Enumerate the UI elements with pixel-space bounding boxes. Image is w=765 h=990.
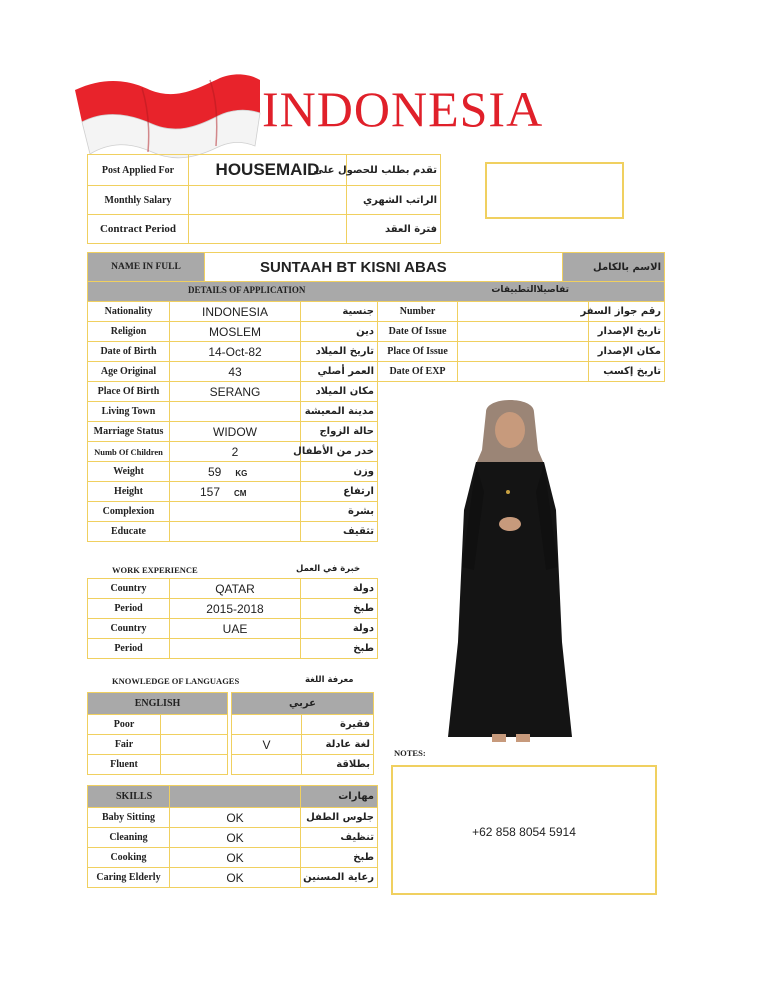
complexion-label-ar: بشرة — [301, 502, 378, 522]
english-fair-label: Fair — [88, 735, 161, 755]
expiry-label: Date Of EXP — [378, 362, 458, 382]
expiry-label-ar: تاريخ إكسب — [589, 362, 665, 382]
skills-table — [87, 785, 378, 888]
details-label: DETAILS OF APPLICATION — [188, 285, 306, 295]
english-header: ENGLISH — [88, 693, 228, 715]
height-label: Height — [88, 482, 170, 502]
arabic-fair-label: لغة عادلة — [302, 735, 374, 755]
period-label-ar: طبخ — [301, 599, 378, 619]
complexion-value — [170, 502, 301, 522]
arabic-poor-label: فقيرة — [302, 715, 374, 735]
height-cell — [170, 482, 301, 502]
table-row — [232, 715, 374, 735]
post-value: HOUSEMAID — [189, 155, 347, 186]
period-label: Period — [88, 599, 170, 619]
arabic-table — [231, 692, 374, 775]
cooking-value: OK — [170, 848, 301, 868]
table-row — [88, 402, 378, 422]
country-value: QATAR — [170, 579, 301, 599]
living-town-label: Living Town — [88, 402, 170, 422]
english-fair-value — [161, 735, 228, 755]
table-row — [88, 639, 378, 659]
salary-label-ar: الراتب الشهري — [347, 186, 441, 215]
weight-label-ar: وزن — [301, 462, 378, 482]
children-value: 2 — [170, 442, 301, 462]
table-row — [88, 715, 228, 735]
nationality-label: Nationality — [88, 302, 170, 322]
arabic-poor-value — [232, 715, 302, 735]
marriage-value: WIDOW — [170, 422, 301, 442]
contract-label-ar: فترة العقد — [347, 215, 441, 244]
english-poor-label: Poor — [88, 715, 161, 735]
details-label-ar: تفاصيلاالتطبيقات — [491, 285, 569, 295]
height-value: 157 — [200, 484, 221, 499]
work-title-ar: خبرة في العمل — [296, 564, 361, 574]
children-label-ar: خدر من الأطفال — [301, 442, 378, 462]
religion-label: Religion — [88, 322, 170, 342]
page-title: INDONESIA — [262, 81, 544, 137]
dob-label: Date of Birth — [88, 342, 170, 362]
baby-sitting-value: OK — [170, 808, 301, 828]
contract-label: Contract Period — [88, 215, 189, 244]
expiry-value — [458, 362, 589, 382]
living-town-value — [170, 402, 301, 422]
salary-value — [189, 186, 347, 215]
baby-sitting-label-ar: جلوس الطفل — [301, 808, 378, 828]
name-value: SUNTAAH BT KISNI ABAS — [205, 253, 563, 282]
english-poor-value — [161, 715, 228, 735]
issue-place-label-ar: مكان الإصدار — [589, 342, 665, 362]
post-table — [87, 154, 441, 244]
cooking-label: Cooking — [88, 848, 170, 868]
applicant-photo — [440, 392, 580, 752]
passport-table — [377, 301, 665, 382]
details-header — [88, 282, 665, 302]
country-label-ar: دولة — [301, 619, 378, 639]
passport-number-label: Number — [378, 302, 458, 322]
salary-label: Monthly Salary — [88, 186, 189, 215]
nationality-label-ar: جنسية — [301, 302, 378, 322]
age-value: 43 — [170, 362, 301, 382]
cooking-label-ar: طبخ — [301, 848, 378, 868]
table-row — [88, 502, 378, 522]
height-label-ar: ارتفاع — [301, 482, 378, 502]
country-label-ar: دولة — [301, 579, 378, 599]
caring-elderly-value: OK — [170, 868, 301, 888]
passport-number-label-ar: رقم جواز السفر — [589, 302, 665, 322]
religion-value: MOSLEM — [170, 322, 301, 342]
marriage-label-ar: حالة الزواج — [301, 422, 378, 442]
table-row — [88, 322, 378, 342]
weight-cell — [170, 462, 301, 482]
english-table — [87, 692, 228, 775]
issue-place-label: Place Of Issue — [378, 342, 458, 362]
issue-date-value — [458, 322, 589, 342]
height-unit: CM — [234, 488, 247, 498]
name-table — [87, 252, 665, 302]
issue-date-label-ar: تاريخ الإصدار — [589, 322, 665, 342]
period-label: Period — [88, 639, 170, 659]
work-title: WORK EXPERIENCE — [112, 565, 198, 575]
educate-label-ar: تثقيف — [301, 522, 378, 542]
skills-header: SKILLS — [88, 786, 170, 808]
table-row — [232, 755, 374, 775]
table-row — [232, 735, 374, 755]
indonesia-flag-logo — [70, 68, 265, 158]
cleaning-value: OK — [170, 828, 301, 848]
name-label: NAME IN FULL — [88, 253, 205, 282]
table-row — [88, 362, 378, 382]
name-label-ar: الاسم بالكامل — [563, 253, 665, 282]
table-row — [88, 342, 378, 362]
table-row — [88, 868, 378, 888]
period-label-ar: طبخ — [301, 639, 378, 659]
table-row — [88, 382, 378, 402]
notes-box — [391, 765, 657, 895]
table-row — [88, 422, 378, 442]
arabic-fluent-value — [232, 755, 302, 775]
post-label-ar: تقدم بطلب للحصول على — [347, 155, 441, 186]
baby-sitting-label: Baby Sitting — [88, 808, 170, 828]
table-row — [88, 808, 378, 828]
issue-place-value — [458, 342, 589, 362]
weight-value: 59 — [208, 464, 222, 479]
table-row — [88, 599, 378, 619]
table-row — [88, 735, 228, 755]
children-label: Numb Of Children — [88, 442, 170, 462]
weight-label: Weight — [88, 462, 170, 482]
weight-unit: KG — [235, 468, 248, 478]
pob-label-ar: مكان الميلاد — [301, 382, 378, 402]
educate-label: Educate — [88, 522, 170, 542]
marriage-label: Marriage Status — [88, 422, 170, 442]
notes-text: +62 858 8054 5914 — [472, 825, 576, 839]
country-value: UAE — [170, 619, 301, 639]
caring-elderly-label-ar: رعاية المسنين — [301, 868, 378, 888]
post-label: Post Applied For — [88, 155, 189, 186]
period-value — [170, 639, 301, 659]
issue-date-label: Date Of Issue — [378, 322, 458, 342]
table-row — [378, 342, 665, 362]
table-row — [88, 755, 228, 775]
languages-title: KNOWLEDGE OF LANGUAGES — [112, 676, 240, 686]
passport-number-value — [458, 302, 589, 322]
pob-value: SERANG — [170, 382, 301, 402]
table-row — [378, 322, 665, 342]
personal-table — [87, 301, 378, 542]
complexion-label: Complexion — [88, 502, 170, 522]
table-row — [88, 579, 378, 599]
country-label: Country — [88, 579, 170, 599]
cleaning-label: Cleaning — [88, 828, 170, 848]
arabic-fluent-label: بطلاقة — [302, 755, 374, 775]
pob-label: Place Of Birth — [88, 382, 170, 402]
table-row — [378, 302, 665, 322]
table-row — [378, 362, 665, 382]
religion-label-ar: دين — [301, 322, 378, 342]
table-row — [88, 619, 378, 639]
english-fluent-value — [161, 755, 228, 775]
cleaning-label-ar: تنظيف — [301, 828, 378, 848]
caring-elderly-label: Caring Elderly — [88, 868, 170, 888]
english-fluent-label: Fluent — [88, 755, 161, 775]
dob-value: 14-Oct-82 — [170, 342, 301, 362]
living-town-label-ar: مدينة المعيشة — [301, 402, 378, 422]
photo-box-small — [485, 162, 624, 219]
skills-header-spacer — [170, 786, 301, 808]
table-row — [88, 828, 378, 848]
table-row — [88, 462, 378, 482]
table-row — [88, 302, 378, 322]
nationality-value: INDONESIA — [170, 302, 301, 322]
arabic-header: عربي — [232, 693, 374, 715]
educate-value — [170, 522, 301, 542]
arabic-fair-value: V — [232, 735, 302, 755]
contract-value — [189, 215, 347, 244]
skills-header-ar: مهارات — [301, 786, 378, 808]
languages-title-ar: معرفة اللغة — [305, 675, 354, 685]
period-value: 2015-2018 — [170, 599, 301, 619]
age-label: Age Original — [88, 362, 170, 382]
work-table — [87, 578, 378, 659]
country-label: Country — [88, 619, 170, 639]
dob-label-ar: تاريخ الميلاد — [301, 342, 378, 362]
table-row — [88, 848, 378, 868]
table-row — [88, 482, 378, 502]
table-row — [88, 522, 378, 542]
notes-label: NOTES: — [394, 748, 426, 758]
table-row — [88, 442, 378, 462]
age-label-ar: العمر أصلي — [301, 362, 378, 382]
